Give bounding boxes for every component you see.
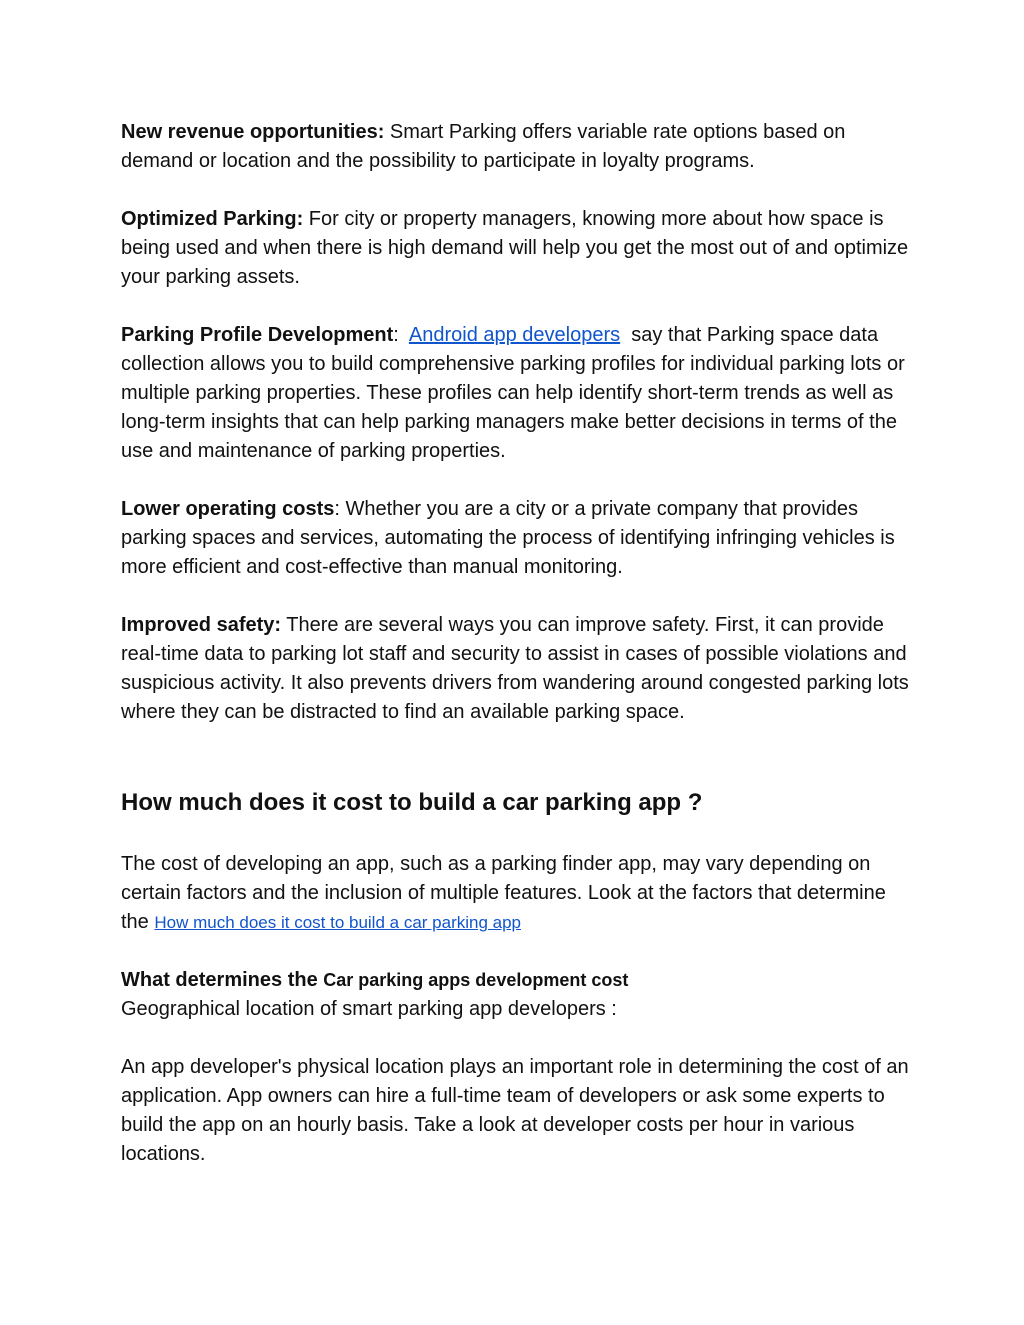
- label-profile: Parking Profile Development: [121, 324, 394, 346]
- paragraph-intro: [121, 850, 911, 937]
- subheading-part-b: Car parking apps development cost: [323, 970, 629, 990]
- text-safety: There are several ways you can improve safety. First, it can provide real-time data to parking lot staff and security to assist in cases of possible violations and suspicious activity. It also prevents drivers from wandering around congested parking lots where they can be distracted to find an available parking space.: [121, 614, 909, 723]
- label-revenue: New revenue opportunities:: [121, 121, 385, 143]
- section-heading: How much does it cost to build a car parking app ?: [121, 789, 703, 816]
- paragraph-optimized: [121, 205, 911, 292]
- paragraph-revenue: [121, 118, 911, 176]
- document-page: [121, 118, 911, 1169]
- paragraph-costs: [121, 495, 911, 582]
- separator-profile: :: [393, 324, 409, 346]
- text-profile: say that Parking space data collection allows you to build comprehensive parking profiles for individual parking lots or multiple parking properties. These profiles can help identify short-term trends as well as long-term insights that can help parking managers make better decisions in terms of the use and maintenance of parking properties.: [121, 324, 911, 462]
- text-intro: The cost of developing an app, such as a parking finder app, may vary depending on certain factors and the inclusion of multiple features. Look at the factors that determine the: [121, 853, 886, 933]
- label-safety: Improved safety:: [121, 614, 282, 636]
- paragraph-safety: [121, 611, 911, 727]
- label-costs: Lower operating costs: [121, 498, 335, 520]
- text-optimized: For city or property managers, knowing more about how space is being used and when there is high demand will help you get the most out of and optimize your parking assets.: [121, 208, 909, 288]
- paragraph-developer: An app developer's physical location plays an important role in determining the cost of an application. App owners can hire a full-time team of developers or ask some experts to build the app on an hourly basis. Take a look at developer costs per hour in various locations.: [121, 1056, 909, 1165]
- label-optimized: Optimized Parking:: [121, 208, 304, 230]
- section-heading-wrap: [121, 788, 911, 818]
- text-costs: : Whether you are a city or a private company that provides parking spaces and services, automating the process of identifying infringing vehicles is more efficient and cost-effective than manual monitoring.: [121, 498, 895, 578]
- cost-article-link[interactable]: How much does it cost to build a car parking app: [154, 913, 521, 932]
- text-revenue: Smart Parking offers variable rate options based on demand or location and the possibility to participate in loyalty programs.: [121, 121, 846, 172]
- android-developers-link[interactable]: Android app developers: [408, 324, 621, 346]
- paragraph-geo: Geographical location of smart parking app developers :: [121, 998, 617, 1020]
- subheading-determines: [121, 966, 911, 995]
- paragraph-profile: [121, 321, 911, 466]
- subheading-part-a: What determines the: [121, 969, 324, 991]
